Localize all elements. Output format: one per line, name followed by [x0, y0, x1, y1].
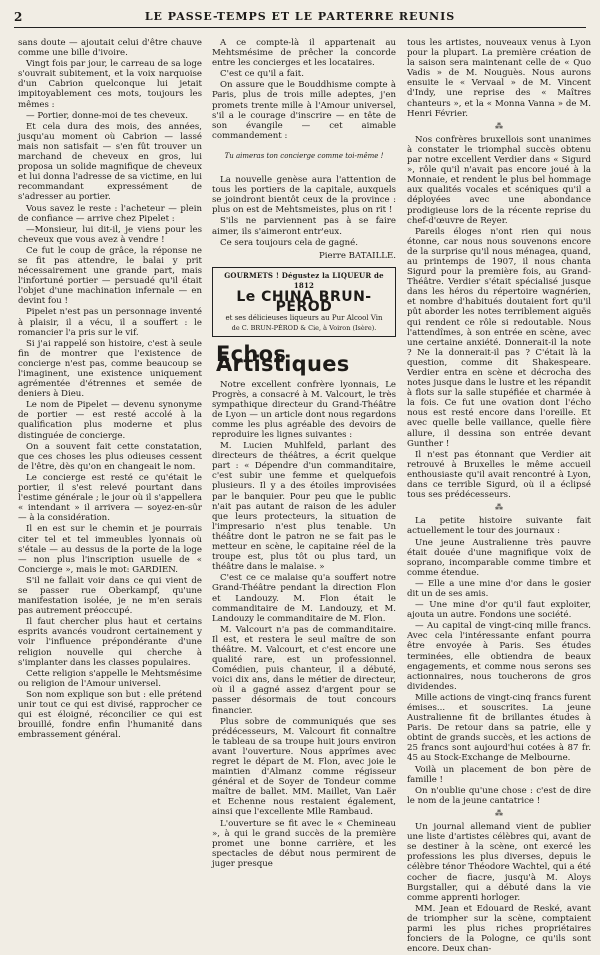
paragraph: — Elle a une mine d'or dans le gosier dit un de ses amis. [407, 578, 591, 599]
column-1 [18, 38, 202, 741]
paragraph: Si j'ai rappelé son histoire, c'est à seule fin de montrer que l'existence de concierge n'est pas, comme beaucoup se l'imaginent, une existence uniquement agrémentée d'étrennes et semée de deniers à Dieu. [18, 338, 202, 400]
paragraph: Pareils éloges n'ont rien qui nous étonne, car nous nous souvenons encore de la surprise qu'il nous ménagea, quand, au printemps de 1907, il nous chanta Sigurd pour la première fois, au Grand-Théâtre. Verdier s'était spécialisé jusque dans les héros du répertoire wagnérien, et nombre d'habitués doutaient fort qu'il pût aborder les notes terriblement aiguës qui rendent ce rôle si redoutable. Nous l'attendîmes, à son entrée en scène, avec une certaine anxiété. Donnerait-il la note ? Ne la donnerait-il pas ? C'était là la question, comme dit Shakespeare. Verdier entra en scène et décrocha des notes jusque dans le lustre et les répandit à flots sur la salle stupéfiée et charmée à la fois. Ce fut une ovation dont l'écho nous est resté encore dans l'oreille. Et avec quelle belle vaillance, quelle fière allure, il dessina son entrée devant Gunther ! [407, 226, 591, 449]
paragraph: Il faut chercher plus haut et certains esprits avancés voudront certainement y voir l'influence prépondérante d'une religion nouvelle qui cherche à s'implanter dans les classes populaires. [18, 617, 202, 668]
paragraph: Cette religion s'appelle le Mehtsmésime ou religion de l'Amour universel. [18, 668, 202, 689]
paragraph: Le nom de Pipelet — devenu synonyme de portier — est resté accolé à la qualification plus moderne et plus distinguée de concierge. [18, 400, 202, 441]
section-separator: ⁂ [495, 121, 503, 131]
paragraph: MM. Jean et Edouard de Reské, avant de triompher sur la scène, comptaient parmi les plus riches propriétaires fonciers de la Pologne, ce qu'ils sont encore. Deux chan- [407, 903, 591, 955]
paragraph: S'ils ne parviennent pas à se faire aimer, ils s'aimeront entr'eux. [212, 216, 396, 237]
paragraph: On assure que le Bouddhisme compte à Paris, plus de trois mille adeptes, j'en promets trente mille à l'Amour universel, s'il a le courage d'inscrire — en tête de son évangile — cet aimable commandement : [212, 80, 396, 141]
column-3 [407, 38, 591, 955]
ad-address: de C. BRUN-PÉROD & Cie, à Voiron (Isère). [231, 324, 377, 333]
paragraph: L'ouverture se fit avec le « Chemineau », à qui le grand succès de la première promet une bonne carrière, et les spectacles de début nous permirent de juger presque [212, 818, 396, 869]
ad-brand: Le CHINA BRUN-PÉROD [236, 288, 372, 316]
paragraph: On n'oublie qu'une chose : c'est de dire le nom de la jeune cantatrice ! [407, 785, 591, 806]
paragraph: Plus sobre de communiqués que ses prédécesseurs, M. Valcourt fit connaître le tableau de sa troupe huit jours environ avant l'ouverture. Nous apprîmes avec regret le départ de M. Flon, avec joie le maintien d'Almanz comme régisseur général et de Soyer de Tondeur comme maître de ballet. MM. Maillet, Van Laër et Echenne nous restaient également, ainsi que l'excellente Mlle Rambaud. [212, 716, 396, 818]
paragraph: M. Valcourt n'a pas de commanditaire. Il est, et restera le seul maître de son théâtre. M. Valcourt, et c'est encore une qualité rare, est un professionnel. Comédien, puis chanteur, il a débuté, voici dix ans, dans le métier de directeur, où il a gagné assez d'argent pour se passer désormais de tout concours financier. [212, 624, 396, 716]
section-title: Echos Artistiques [216, 342, 350, 377]
paragraph: Vingt fois par jour, le carreau de sa loge s'ouvrait subitement, et la voix narquoise d'un Cabrion quelconque lui jetait impitoyablement ces mots, toujours les mêmes : [18, 59, 202, 110]
paragraph: Il n'est pas étonnant que Verdier ait retrouvé à Bruxelles le même accueil enthousiaste qu'il avait rencontré à Lyon, dans ce terrible Sigurd, où il a éclipsé tous ses prédécesseurs. [407, 449, 591, 501]
paragraph: A ce compte-là il appartenait au Mehtsmésime de prêcher la concorde entre les concierges et les locataires. [212, 38, 396, 69]
newspaper-title: LE PASSE-TEMPS ET LE PARTERRE REUNIS [144, 10, 456, 23]
paragraph: Notre excellent confrère lyonnais, Le Progrès, a consacré à M. Valcourt, le très sympathique directeur du Grand-Théâtre de Lyon — un article dont nous regardons comme les plus agréable des devoirs de reproduire les lignes suivantes : [212, 379, 396, 440]
paragraph: M. Lucien Muhlfeld, parlant des directeurs de théâtres, a écrit quelque part : « Dépendre d'un commanditaire, c'est subir une femme et quelquefois plusieurs. Il y a des étoiles improvisées par le banquier. Pour peu que le public n'ait pas autant de raison de les aduler que leurs protecteurs, la situation de l'impresario n'est plus tenable. Un théâtre dont le patron ne se fait pas le metteur en scène, le capitaine réel de la troupe est, plus tôt ou plus tard, un théâtre dans le malaise. » [212, 441, 396, 573]
paragraph: Et cela dura des mois, des années, jusqu'au moment où Cabrion — lassé mais non satisfait — s'en fût trouver un marchand de cheveux en gros, lui proposa un solide magnifique de cheveux et lui donna l'adresse de sa victime, en lui recommandant expressément de s'adresser au portier. [18, 121, 202, 203]
paragraph: Pipelet n'est pas un personnage inventé à plaisir, il a vécu, il a souffert : le romancier l'a pris sur le vif. [18, 307, 202, 338]
ad-headline: GOURMETS ! Dégustez la LIQUEUR de 1812 [224, 270, 384, 290]
section-separator: ⁂ [495, 503, 503, 513]
section-separator: ⁂ [495, 808, 503, 818]
paragraph: Un journal allemand vient de publier une liste d'artistes célèbres qui, avant de se destiner à la scène, ont exercé les professions les plus diverses, depuis le célèbre ténor Théodore Wachtel, qui a été cocher de fiacre, jusqu'à M. Aloys Burgstaller, qui a débuté dans la vie comme apprenti horloger. [407, 822, 591, 903]
header-rule [14, 27, 586, 28]
paragraph: — Portier, donne-moi de tes cheveux. [26, 110, 188, 121]
paragraph: C'est ce ce malaise qu'a souffert notre Grand-Théâtre pendant la direction Flon et Landouzy. M. Flon était le commanditaire de M. Landouzy, et M. Landouzy le commanditaire de M. Flon. [212, 573, 396, 624]
paragraph: sans doute — ajoutait celui d'être chauve comme une bille d'ivoire. [18, 38, 202, 59]
paragraph: Vous savez le reste : l'acheteur — plein de confiance — arrive chez Pipelet : [18, 203, 202, 224]
paragraph: — Au capital de vingt-cinq mille francs. Avec cela l'intéressante enfant pourra être envoyée à Paris. Ses études terminées, elle obtiendra de beaux engagements, et comme nous serons ses actionnaires, nous toucherons de gros dividendes. [407, 621, 591, 692]
paragraph: Il en est sur le chemin et je pourrais citer tel et tel immeubles lyonnais où s'étale — au dessus de la porte de la loge — non plus l'inscription usuelle de « Concierge », mais le mot: GARDIEN. [18, 524, 202, 575]
paragraph: Son nom explique son but : elle prétend unir tout ce qui est divisé, rapprocher ce qui est éloigné, réconcilier ce qui est brouillé, fondre enfin l'humanité dans embrassement général. [18, 689, 202, 741]
paragraph: Nos confrères bruxellois sont unanimes à constater le triomphal succès obtenu par notre excellent Verdier dans « Sigurd », rôle qu'il n'avait pas encore joué à la Monnaie, et rendent le plus bel hommage aux qualités vocales et scéniques qu'il a déployées avec une abondance prodigieuse lors de la récente reprise du chef-d'œuvre de Reyer. [407, 134, 591, 226]
advertisement [212, 267, 396, 338]
paragraph: — Une mine d'or qu'il faut exploiter, ajouta un autre. Fondons une société. [407, 600, 591, 621]
page-number: 2 [14, 10, 23, 24]
paragraph: Ce fut le coup de grâce, la réponse ne se fit pas attendre, le balai y prit nécessairement une grande part, mais l'infortuné portier — persuadé qu'il était l'objet d'une machination infernale — en devint fou ! [18, 245, 202, 307]
column-2 [212, 38, 396, 870]
author-signature: Pierre BATAILLE. [319, 250, 396, 261]
paragraph: Voilà un placement de bon père de famille ! [407, 764, 591, 785]
paragraph: La nouvelle genèse aura l'attention de tous les portiers de la capitale, auxquels se joindront bientôt ceux de la province : plus on est de Mehtsmeistes, plus on rit ! [212, 175, 396, 216]
paragraph: C'est ce qu'il a fait. [220, 69, 304, 80]
paragraph: Mille actions de vingt-cinq francs furent émises... et souscrites. La jeune Australienne fit de brillantes études à Paris. De retour dans sa patrie, elle y obtint de grands succès, et les actions de 25 francs sont aujourd'hui cotées à 87 fr. 45 au Stock-Exchange de Melbourne. [407, 692, 591, 764]
paragraph: S'il ne fallait voir dans ce qui vient de se passer rue Oberkampf, qu'une manifestation isolée, je ne m'en serais pas autrement préoccupé. [18, 575, 202, 617]
paragraph: La petite histoire suivante fait actuellement le tour des journaux : [407, 516, 591, 537]
paragraph: On a souvent fait cette constatation, que ces choses les plus odieuses cessent de l'être, dès qu'on en changeait le nom. [18, 441, 202, 472]
page-header [14, 10, 586, 32]
paragraph: Une jeune Australienne très pauvre était douée d'une magnifique voix de soprano, incomparable comme timbre et comme étendue. [407, 537, 591, 578]
paragraph: Le concierge est resté ce qu'était le portier, il s'est relevé pourtant dans l'estime générale ; le jour où il s'appellera « intendant » il arrivera — soyez-en-sûr — à la considération. [18, 472, 202, 524]
ad-tagline: et ses délicieuses liqueurs au Pur Alcool Vin [225, 314, 383, 323]
paragraph: Ce sera toujours cela de gagné. [220, 237, 358, 248]
commandment: Tu aimeras ton concierge comme toi-même ! [224, 151, 384, 160]
paragraph: tous les artistes, nouveaux venus à Lyon pour la plupart. La première création de la saison sera maintenant celle de « Quo Vadis » de M. Nouguès. Nous aurons ensuite le « Vervaal » de M. Vincent d'Indy, une reprise des « Maîtres chanteurs », et la « Monna Vanna » de M. Henri Février. [407, 38, 591, 119]
paragraph: —Monsieur, lui dit-il, je viens pour les cheveux que vous avez à vendre ! [18, 224, 202, 245]
